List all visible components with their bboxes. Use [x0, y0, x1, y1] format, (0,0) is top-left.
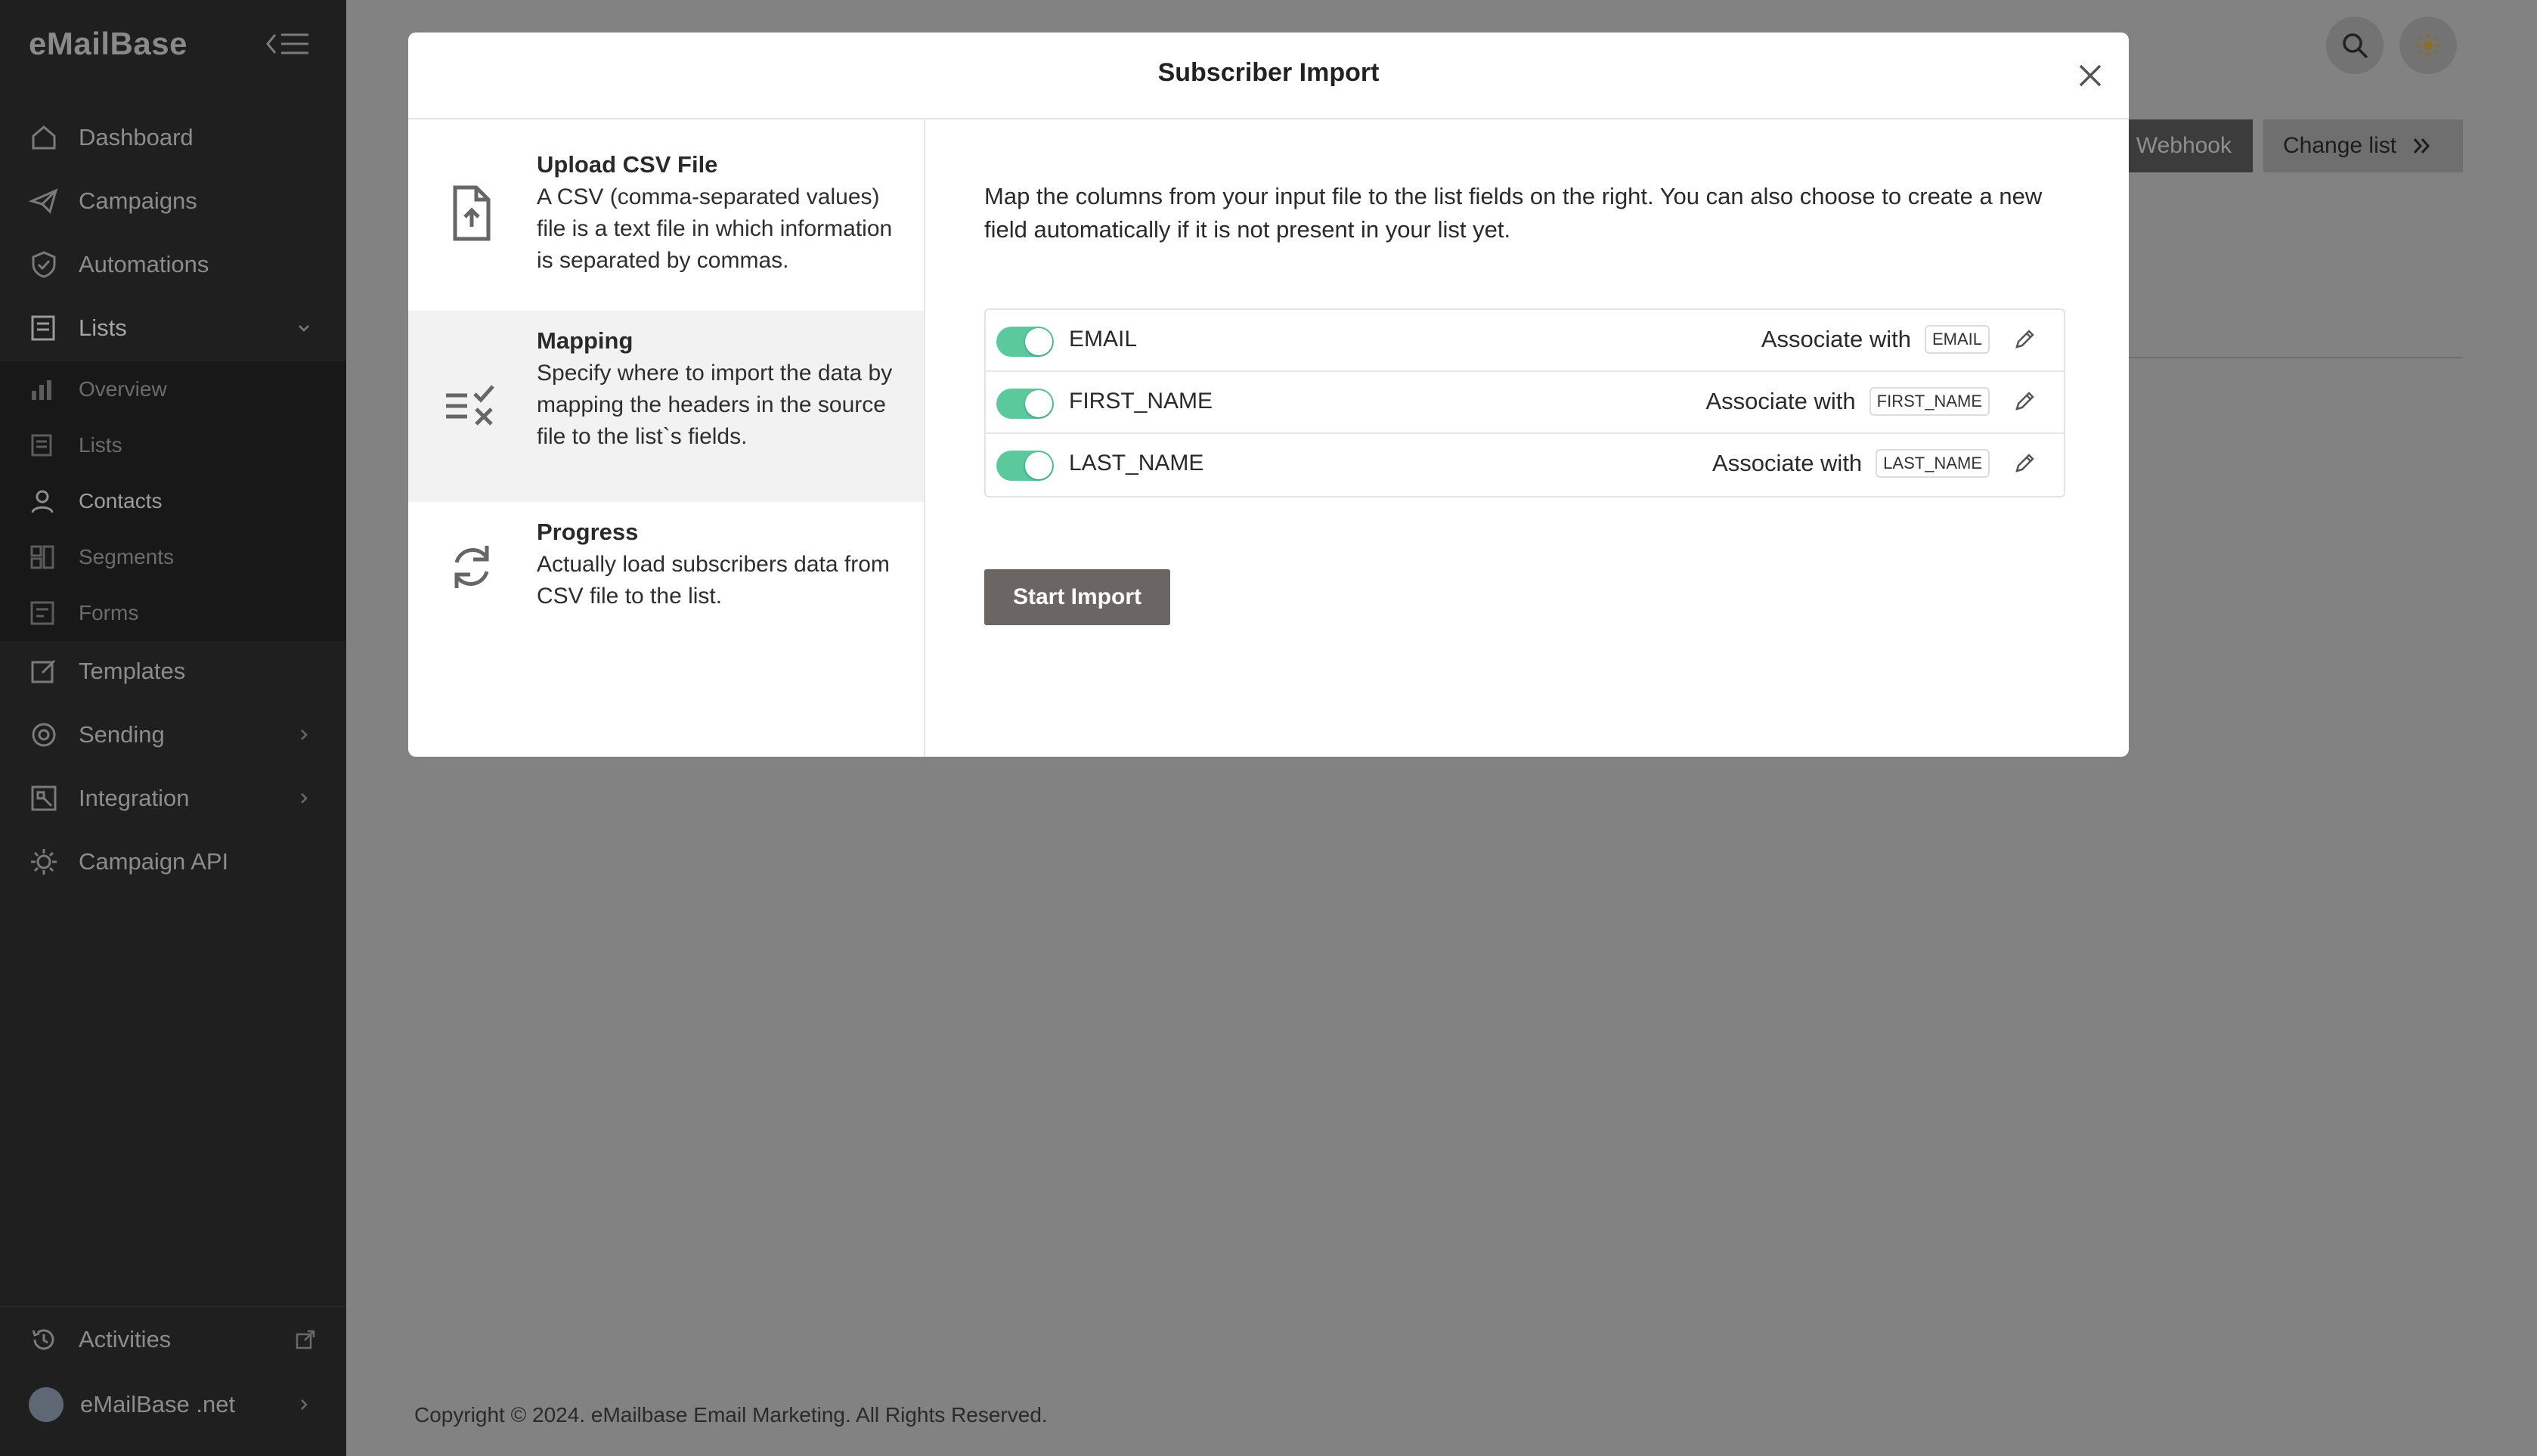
include-toggle[interactable] — [996, 389, 1054, 419]
user-icon — [29, 488, 56, 515]
toggle-knob — [1025, 328, 1052, 355]
sidebar-item-dashboard[interactable] — [0, 106, 346, 169]
pencil-icon[interactable] — [2012, 451, 2037, 476]
include-toggle[interactable] — [996, 327, 1054, 357]
sidebar-item-templates[interactable] — [0, 640, 346, 703]
home-icon — [29, 122, 59, 153]
sidebar-item-label: Campaign API — [79, 848, 229, 875]
avatar — [29, 1387, 64, 1422]
sidebar-item-campaigns[interactable] — [0, 169, 346, 233]
sidebar-subitem-segments[interactable] — [0, 529, 346, 585]
target-field-tag: EMAIL — [1925, 325, 1990, 354]
step-upload-csv[interactable] — [408, 119, 924, 311]
sidebar-subitem-label: Segments — [79, 545, 175, 568]
collapse-sidebar-icon[interactable] — [265, 29, 310, 59]
search-icon — [2340, 30, 2370, 60]
step-title: Progress — [537, 519, 639, 545]
close-icon[interactable] — [2074, 60, 2106, 91]
theme-toggle-button[interactable] — [2399, 17, 2457, 74]
mapping-icon — [441, 376, 502, 436]
step-title: Upload CSV File — [537, 151, 718, 178]
sidebar-subitem-label: Contacts — [79, 489, 163, 513]
toggle-knob — [1025, 452, 1052, 479]
sidebar-item-integration[interactable] — [0, 767, 346, 830]
modal-header — [408, 33, 2129, 119]
gear-target-icon — [29, 720, 59, 750]
history-icon — [29, 1324, 59, 1355]
target-field-tag: FIRST_NAME — [1869, 387, 1990, 416]
double-chevron-right-icon — [2410, 135, 2433, 157]
sidebar-subitem-contacts[interactable] — [0, 473, 346, 529]
cog-api-icon — [29, 847, 59, 877]
segments-icon — [29, 544, 56, 571]
source-field-name: EMAIL — [1069, 327, 1138, 352]
modal-title: Subscriber Import — [1157, 58, 1380, 87]
paper-plane-icon — [29, 186, 59, 216]
import-steps — [408, 119, 925, 757]
sidebar-item-label: Dashboard — [79, 124, 194, 150]
sidebar-item-label: Sending — [79, 721, 165, 748]
change-list-button[interactable] — [2263, 119, 2463, 172]
include-toggle[interactable] — [996, 451, 1054, 481]
sidebar-item-lists[interactable] — [0, 296, 346, 360]
external-link-icon[interactable] — [295, 1329, 316, 1350]
sidebar-subitem-lists[interactable] — [0, 417, 346, 473]
step-description: A CSV (comma-separated values) file is a text file in which information is separated by commas. — [537, 184, 893, 273]
sidebar-item-label: Campaigns — [79, 187, 197, 214]
associate-label: Associate with — [1705, 388, 1856, 414]
pencil-icon[interactable] — [2012, 327, 2037, 352]
target-field-tag: LAST_NAME — [1876, 449, 1990, 478]
bar-chart-icon — [29, 376, 56, 403]
account-name: eMailBase .net — [80, 1391, 236, 1417]
sidebar-subitem-label: Lists — [79, 433, 122, 457]
edit-square-icon — [29, 656, 59, 686]
sidebar-subitem-label: Overview — [79, 377, 167, 401]
chevron-right-icon — [296, 791, 311, 806]
integration-icon — [29, 783, 59, 813]
lists-submenu — [0, 361, 346, 641]
brand-logo[interactable]: eMailBase — [29, 26, 187, 61]
form-icon — [29, 599, 56, 627]
associate-label: Associate with — [1712, 450, 1863, 476]
step-description: Specify where to import the data by mapping the headers in the source file to the list`s fields. — [537, 361, 893, 449]
chevron-down-icon — [296, 321, 311, 336]
sidebar-item-label: Templates — [79, 658, 186, 684]
sidebar-item-automations[interactable] — [0, 233, 346, 296]
sidebar-subitem-forms[interactable] — [0, 585, 346, 641]
mapping-row-last-name — [986, 434, 2064, 496]
start-import-button[interactable]: Start Import — [984, 569, 1170, 625]
sun-icon — [2415, 32, 2442, 59]
chevron-right-icon — [296, 727, 311, 742]
step-description: Actually load subscribers data from CSV file to the list. — [537, 552, 890, 609]
toggle-knob — [1025, 390, 1052, 417]
list-icon — [29, 313, 59, 343]
source-field-name: FIRST_NAME — [1069, 389, 1213, 414]
file-upload-icon — [441, 183, 502, 243]
webhook-label: Webhook — [2136, 133, 2232, 158]
sidebar-item-activities[interactable] — [0, 1308, 346, 1371]
sidebar-item-campaign-api[interactable] — [0, 830, 346, 894]
association — [1706, 387, 2037, 416]
refresh-icon — [441, 537, 502, 597]
change-list-label: Change list — [2283, 133, 2397, 158]
sidebar — [0, 0, 346, 1456]
step-title: Mapping — [537, 327, 633, 354]
sidebar-divider — [0, 1306, 346, 1307]
mapping-row-first-name — [986, 372, 2064, 434]
associate-label: Associate with — [1761, 326, 1911, 352]
search-button[interactable] — [2326, 17, 2384, 74]
copyright-text: Copyright © 2024. eMailbase Email Marketing. All Rights Reserved. — [414, 1403, 1048, 1427]
sidebar-item-sending[interactable] — [0, 703, 346, 767]
sidebar-item-label: Lists — [79, 314, 127, 341]
shield-check-icon — [29, 249, 59, 280]
sidebar-item-label: Activities — [79, 1326, 172, 1352]
step-progress[interactable] — [408, 502, 924, 630]
sidebar-item-account[interactable] — [0, 1373, 346, 1436]
subscriber-import-modal — [408, 33, 2129, 757]
mapping-instructions: Map the columns from your input file to the list fields on the right. You can also choose to create a new field automatically if it is not present in your list yet. — [984, 183, 2043, 243]
pencil-icon[interactable] — [2012, 389, 2037, 414]
step-mapping[interactable] — [408, 311, 924, 502]
association — [1712, 449, 2037, 478]
mapping-row-email — [986, 310, 2064, 372]
association — [1761, 325, 2037, 354]
sidebar-item-label: Integration — [79, 785, 190, 811]
background-divider — [2102, 357, 2463, 358]
list-icon — [29, 432, 56, 459]
sidebar-subitem-label: Forms — [79, 601, 139, 624]
chevron-right-icon — [296, 1397, 311, 1412]
field-mapping-table — [984, 308, 2065, 497]
sidebar-item-label: Automations — [79, 251, 209, 277]
sidebar-subitem-overview[interactable] — [0, 361, 346, 417]
source-field-name: LAST_NAME — [1069, 451, 1204, 476]
